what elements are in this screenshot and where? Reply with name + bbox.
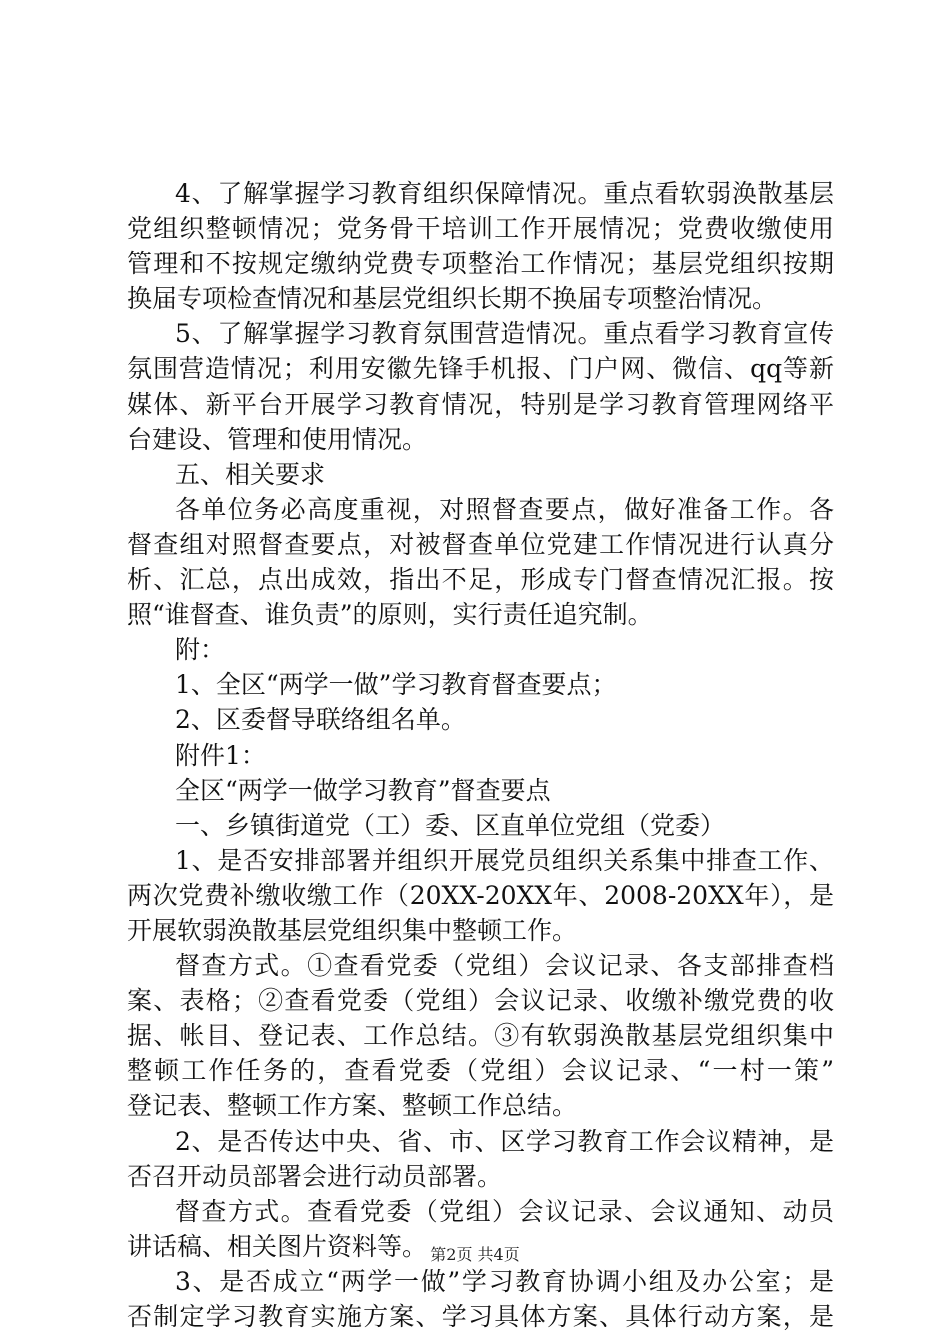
text-line: 讲话稿、相关图片资料等。 [127, 1231, 428, 1261]
text-line: 案、表格；②查看党委（党组）会议记录、收缴补缴党费的收 [127, 986, 834, 1016]
text-line: 登记表、整顿工作方案、整顿工作总结。 [127, 1091, 578, 1121]
text-line: 开展软弱涣散基层党组织集中整顿工作。 [127, 915, 578, 945]
text-line: 析、汇总，点出成效，指出不足，形成专门督查情况汇报。按 [127, 565, 834, 595]
text-line: 附： [175, 635, 226, 665]
text-line: 台建设、管理和使用情况。 [127, 424, 428, 454]
text-line: 5、了解掌握学习教育氛围营造情况。重点看学习教育宣传 [175, 319, 834, 349]
text-line: 各单位务必高度重视，对照督查要点，做好准备工作。各 [175, 494, 834, 524]
text-line: 媒体、新平台开展学习教育情况，特别是学习教育管理网络平 [127, 389, 834, 419]
text-line: 3、是否成立“两学一做”学习教育协调小组及办公室；是 [175, 1266, 834, 1296]
text-line: 4、了解掌握学习教育组织保障情况。重点看软弱涣散基层 [175, 179, 834, 208]
text-line: 督查组对照督查要点，对被督查单位党建工作情况进行认真分 [127, 529, 834, 559]
text-line: 附件1： [175, 740, 266, 770]
text-line: 换届专项检查情况和基层党组织长期不换届专项整治情况。 [127, 284, 778, 314]
text-line: 1、是否安排部署并组织开展党员组织关系集中排查工作、 [175, 845, 834, 875]
text-line: 氛围营造情况；利用安徽先锋手机报、门户网、微信、qq等新 [127, 354, 834, 384]
text-line: 照“谁督查、谁负责”的原则，实行责任追究制。 [127, 600, 653, 630]
text-line: 据、帐目、登记表、工作总结。③有软弱涣散基层党组织集中 [127, 1021, 834, 1051]
text-line: 整顿工作任务的，查看党委（党组）会议记录、“一村一策” [127, 1056, 834, 1086]
text-line: 2、是否传达中央、省、市、区学习教育工作会议精神，是 [175, 1126, 834, 1156]
text-line: 督查方式。查看党委（党组）会议记录、会议通知、动员 [175, 1196, 834, 1226]
page-footer: 第2页 共4页 [430, 1245, 520, 1264]
text-line: 一、乡镇街道党（工）委、区直单位党组（党委） [175, 810, 726, 840]
document-body [127, 176, 834, 1334]
text-line: 否召开动员部署会进行动员部署。 [127, 1161, 503, 1191]
text-line: 两次党费补缴收缴工作（20XX-20XX年、2008-20XX年），是 [127, 880, 834, 910]
text-line: 管理和不按规定缴纳党费专项整治工作情况；基层党组织按期 [127, 249, 834, 279]
text-line: 2、区委督导联络组名单。 [175, 705, 466, 735]
text-line: 五、相关要求 [175, 459, 326, 489]
text-line: 全区“两学一做学习教育”督查要点 [175, 775, 551, 805]
text-line: 督查方式。①查看党委（党组）会议记录、各支部排查档 [175, 951, 834, 981]
text-line: 1、全区“两学一做”学习教育督查要点； [175, 670, 617, 700]
text-line: 党组织整顿情况；党务骨干培训工作开展情况；党费收缴使用 [127, 214, 834, 244]
text-line: 否制定学习教育实施方案、学习具体方案、具体行动方案，是 [127, 1302, 834, 1331]
